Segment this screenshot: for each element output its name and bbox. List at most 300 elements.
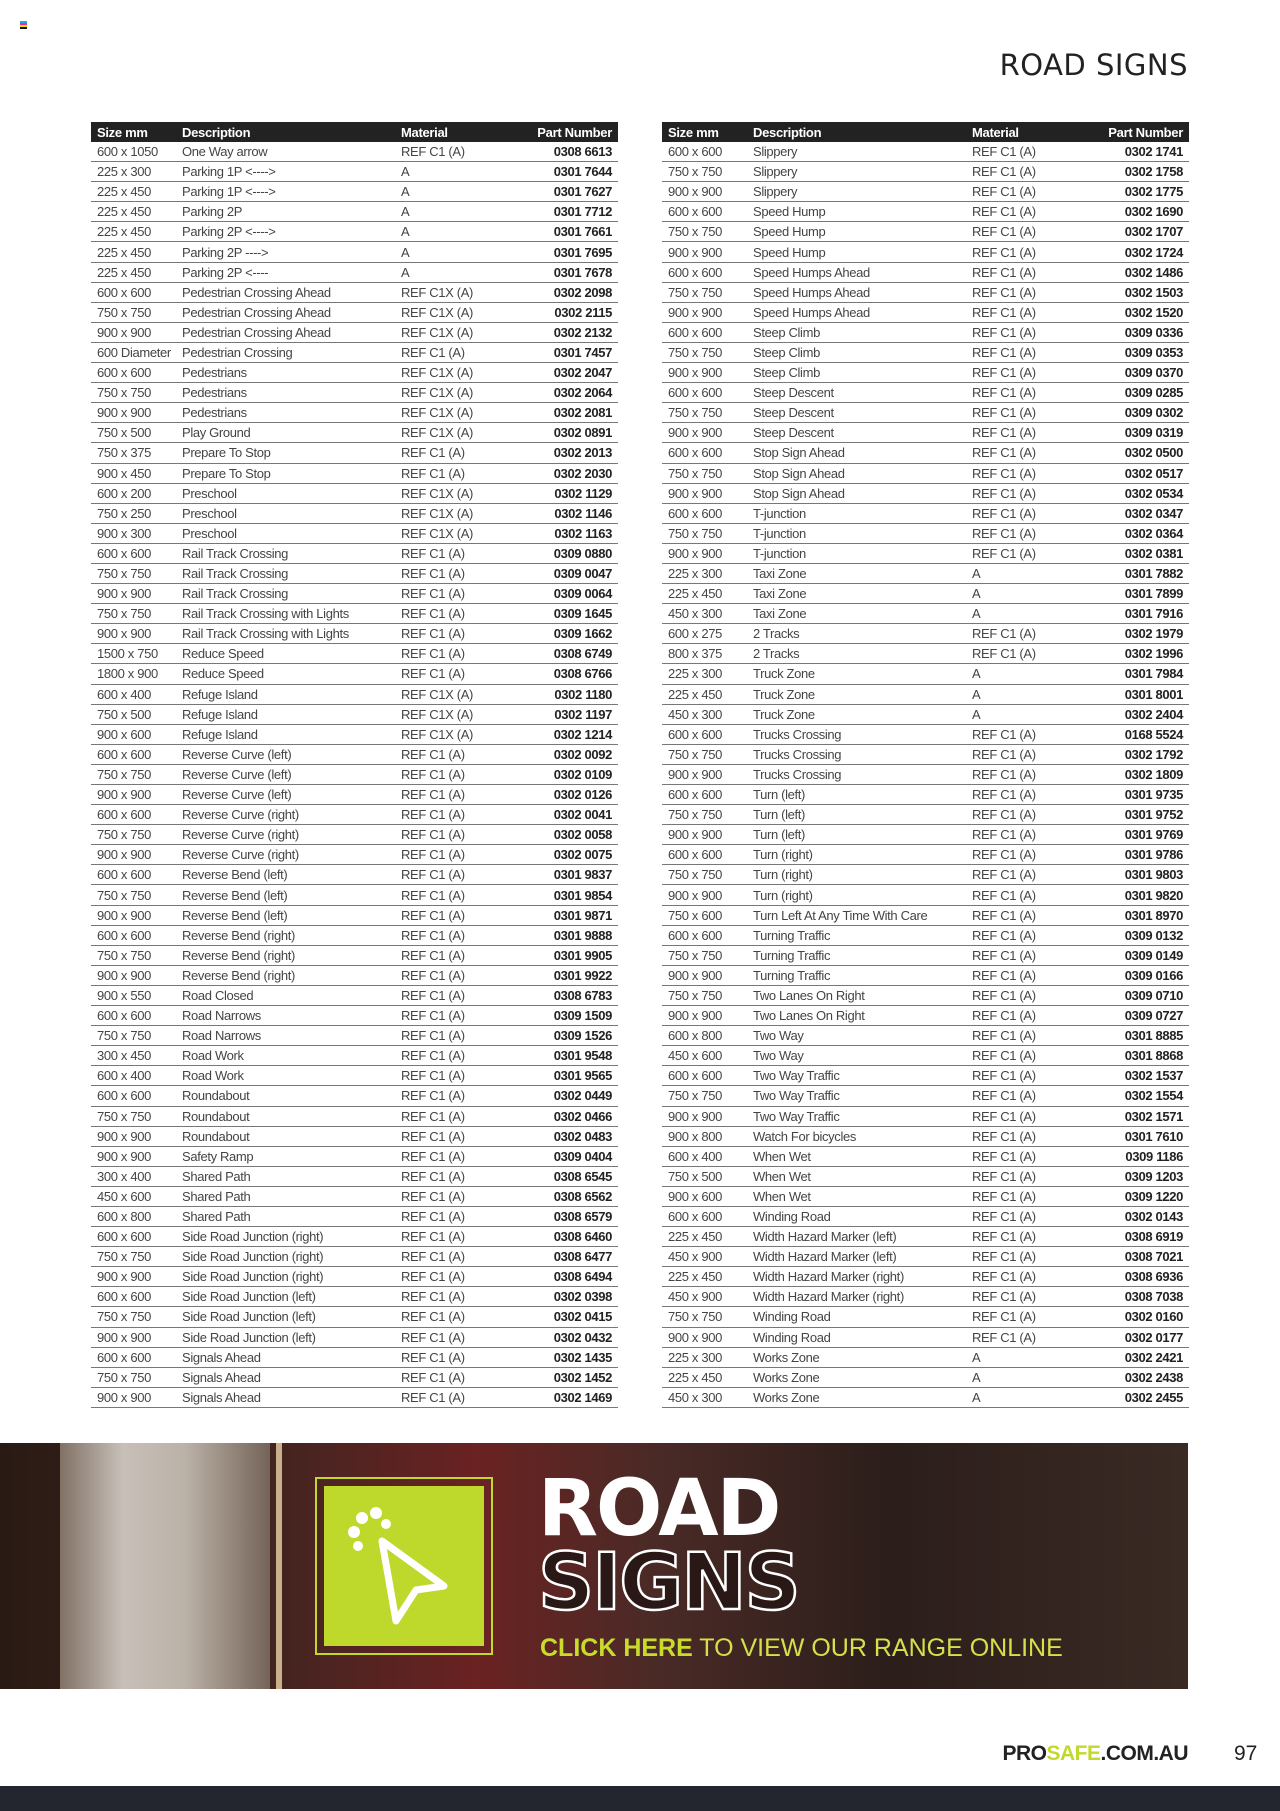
cell-material: REF C1 (A) <box>401 1028 465 1044</box>
cell-part-number: 0301 9803 <box>1124 867 1183 883</box>
cell-size: 900 x 900 <box>97 1329 151 1345</box>
cell-description: Turn Left At Any Time With Care <box>753 907 928 923</box>
cell-size: 750 x 750 <box>668 1309 722 1325</box>
cell-description: Slippery <box>753 184 798 200</box>
cell-material: A <box>401 184 410 200</box>
table-row <box>91 1348 618 1368</box>
table-row <box>91 885 618 905</box>
cell-description: Reverse Bend (left) <box>182 887 288 903</box>
cell-material: REF C1X (A) <box>401 405 473 421</box>
header-description: Description <box>753 124 822 140</box>
cell-description: Refuge Island <box>182 686 258 702</box>
cell-description: Parking 2P <box>182 204 243 220</box>
cell-size: 750 x 750 <box>668 987 722 1003</box>
cell-description: Preschool <box>182 525 237 541</box>
cell-size: 1800 x 900 <box>97 666 158 682</box>
cell-size: 600 x 600 <box>97 1349 151 1365</box>
cell-material: REF C1 (A) <box>972 1048 1036 1064</box>
cell-part-number: 0302 1758 <box>1124 164 1183 180</box>
cell-size: 750 x 750 <box>668 465 722 481</box>
worker-photo <box>60 1443 270 1689</box>
cell-material: A <box>401 264 410 280</box>
cell-material: REF C1 (A) <box>972 746 1036 762</box>
cell-material: REF C1 (A) <box>401 545 465 561</box>
cell-size: 900 x 900 <box>97 1269 151 1285</box>
cell-size: 750 x 500 <box>668 1168 722 1184</box>
cell-size: 750 x 750 <box>97 887 151 903</box>
cell-description: Steep Climb <box>753 324 820 340</box>
cell-part-number: 0309 1203 <box>1124 1168 1183 1184</box>
cell-part-number: 0308 6936 <box>1124 1269 1183 1285</box>
table-row <box>662 383 1189 403</box>
cell-part-number: 0302 1707 <box>1124 224 1183 240</box>
cell-description: Pedestrian Crossing Ahead <box>182 324 331 340</box>
cell-material: REF C1 (A) <box>972 1209 1036 1225</box>
cell-part-number: 0302 1792 <box>1124 746 1183 762</box>
table-row <box>91 805 618 825</box>
table-row <box>91 504 618 524</box>
cell-size: 750 x 250 <box>97 505 151 521</box>
table-row <box>662 1066 1189 1086</box>
cell-material: REF C1 (A) <box>401 807 465 823</box>
cell-part-number: 0309 0302 <box>1124 405 1183 421</box>
cell-material: REF C1 (A) <box>972 1068 1036 1084</box>
cell-size: 600 x 400 <box>668 1148 722 1164</box>
cell-material: REF C1 (A) <box>401 1229 465 1245</box>
cell-description: T-junction <box>753 525 806 541</box>
cell-description: Turn (right) <box>753 847 813 863</box>
cell-part-number: 0301 9565 <box>553 1068 612 1084</box>
table-row <box>91 966 618 986</box>
table-row <box>91 182 618 202</box>
cell-size: 900 x 900 <box>97 1389 151 1405</box>
cell-part-number: 0302 1163 <box>554 525 612 541</box>
cell-part-number: 0302 2047 <box>553 365 612 381</box>
cell-material: REF C1X (A) <box>401 284 473 300</box>
cell-description: T-junction <box>753 545 806 561</box>
cell-description: Pedestrian Crossing Ahead <box>182 304 331 320</box>
cell-size: 600 x 200 <box>97 485 151 501</box>
cell-description: Turn (right) <box>753 867 813 883</box>
cell-material: REF C1 (A) <box>401 626 465 642</box>
cell-description: Pedestrian Crossing <box>182 344 293 360</box>
cell-description: Reverse Curve (right) <box>182 807 299 823</box>
cell-size: 600 x 600 <box>97 1289 151 1305</box>
cell-part-number: 0308 6545 <box>553 1168 612 1184</box>
cell-part-number: 0302 2098 <box>553 284 612 300</box>
table-row <box>662 906 1189 926</box>
cell-material: REF C1 (A) <box>401 344 465 360</box>
cell-description: Reverse Curve (left) <box>182 787 292 803</box>
cell-size: 600 x 600 <box>97 867 151 883</box>
cell-description: Trucks Crossing <box>753 726 842 742</box>
cell-material: REF C1 (A) <box>401 787 465 803</box>
cell-size: 900 x 600 <box>668 1188 722 1204</box>
table-row <box>662 705 1189 725</box>
cell-part-number: 0302 1979 <box>1124 626 1183 642</box>
cell-part-number: 0301 7627 <box>553 184 612 200</box>
table-body <box>662 142 1189 1408</box>
cell-size: 225 x 450 <box>97 224 151 240</box>
cell-part-number: 0302 0041 <box>553 807 612 823</box>
cell-description: Rail Track Crossing with Lights <box>182 606 349 622</box>
cell-size: 450 x 300 <box>668 606 722 622</box>
cell-material: REF C1X (A) <box>401 525 473 541</box>
cell-material: A <box>401 224 410 240</box>
cell-description: Prepare To Stop <box>182 445 271 461</box>
cell-description: Side Road Junction (left) <box>182 1289 316 1305</box>
cell-material: REF C1 (A) <box>972 1289 1036 1305</box>
cell-material: REF C1 (A) <box>972 827 1036 843</box>
table-row <box>91 906 618 926</box>
cell-size: 900 x 900 <box>668 1108 722 1124</box>
cell-material: REF C1 (A) <box>401 1008 465 1024</box>
cell-size: 750 x 750 <box>97 566 151 582</box>
cell-part-number: 0309 0710 <box>1124 987 1183 1003</box>
cell-part-number: 0308 6749 <box>553 646 612 662</box>
cell-material: REF C1 (A) <box>972 324 1036 340</box>
cell-material: REF C1 (A) <box>401 1369 465 1385</box>
cell-description: Turning Traffic <box>753 947 831 963</box>
cell-size: 900 x 550 <box>97 987 151 1003</box>
table-row <box>91 564 618 584</box>
table-row <box>91 705 618 725</box>
website-link[interactable] <box>1002 1742 1188 1766</box>
cell-description: Truck Zone <box>753 706 815 722</box>
cell-size: 750 x 750 <box>668 224 722 240</box>
cell-size: 750 x 750 <box>97 385 151 401</box>
cell-description: Works Zone <box>753 1389 820 1405</box>
cell-description: Roundabout <box>182 1128 250 1144</box>
cell-material: REF C1 (A) <box>401 1108 465 1124</box>
cell-material: REF C1 (A) <box>401 1289 465 1305</box>
cell-part-number: 0302 0177 <box>1124 1329 1183 1345</box>
header-size: Size mm <box>668 124 719 140</box>
cell-size: 450 x 300 <box>668 1389 722 1405</box>
road-signs-table-left <box>91 122 618 1408</box>
cell-part-number: 0309 0132 <box>1124 927 1183 943</box>
header-material: Material <box>401 124 448 140</box>
cell-size: 600 x 600 <box>668 264 722 280</box>
cell-description: Two Lanes On Right <box>753 1008 865 1024</box>
cell-size: 750 x 750 <box>668 746 722 762</box>
cell-part-number: 0309 0880 <box>553 545 612 561</box>
cell-size: 600 x 275 <box>668 626 722 642</box>
cell-size: 750 x 750 <box>668 525 722 541</box>
cell-material: REF C1 (A) <box>972 164 1036 180</box>
cell-description: Road Work <box>182 1068 244 1084</box>
cell-material: REF C1 (A) <box>972 1148 1036 1164</box>
cell-material: REF C1 (A) <box>972 425 1036 441</box>
cell-material: REF C1X (A) <box>401 365 473 381</box>
table-row <box>662 1287 1189 1307</box>
cell-description: Trucks Crossing <box>753 766 842 782</box>
cell-part-number: 0301 9752 <box>1124 807 1183 823</box>
cell-part-number: 0309 1509 <box>553 1008 612 1024</box>
table-row <box>662 885 1189 905</box>
cell-part-number: 0302 1129 <box>554 485 612 501</box>
cell-size: 750 x 750 <box>668 867 722 883</box>
cell-size: 300 x 450 <box>97 1048 151 1064</box>
cell-size: 600 x 800 <box>97 1209 151 1225</box>
table-row <box>91 1167 618 1187</box>
table-row <box>91 1207 618 1227</box>
click-cursor-icon <box>324 1486 484 1646</box>
cell-size: 300 x 400 <box>97 1168 151 1184</box>
cell-part-number: 0301 7678 <box>553 264 612 280</box>
cell-part-number: 0302 1146 <box>554 505 612 521</box>
cell-material: REF C1 (A) <box>972 405 1036 421</box>
cell-size: 900 x 900 <box>97 586 151 602</box>
cell-material: REF C1 (A) <box>972 485 1036 501</box>
cell-size: 900 x 900 <box>97 847 151 863</box>
cell-material: REF C1 (A) <box>972 385 1036 401</box>
table-row <box>662 1127 1189 1147</box>
cell-material: A <box>972 686 981 702</box>
cell-part-number: 0308 7038 <box>1124 1289 1183 1305</box>
cell-size: 600 x 400 <box>97 1068 151 1084</box>
cell-part-number: 0302 1486 <box>1124 264 1183 280</box>
cell-material: REF C1 (A) <box>972 304 1036 320</box>
cell-material: REF C1 (A) <box>972 987 1036 1003</box>
table-row <box>662 664 1189 684</box>
cell-description: Winding Road <box>753 1209 831 1225</box>
cell-description: Speed Hump <box>753 224 826 240</box>
table-row <box>91 423 618 443</box>
table-row <box>662 1107 1189 1127</box>
cell-size: 900 x 900 <box>97 907 151 923</box>
cell-size: 450 x 900 <box>668 1289 722 1305</box>
cell-size: 750 x 750 <box>668 807 722 823</box>
cell-size: 225 x 450 <box>97 264 151 280</box>
cell-size: 750 x 750 <box>668 344 722 360</box>
table-row <box>91 865 618 885</box>
cell-material: REF C1X (A) <box>401 686 473 702</box>
cell-description: Turning Traffic <box>753 927 831 943</box>
cell-description: Stop Sign Ahead <box>753 445 845 461</box>
cell-description: Works Zone <box>753 1349 820 1365</box>
cell-size: 1500 x 750 <box>97 646 158 662</box>
table-row <box>91 1107 618 1127</box>
cell-material: REF C1 (A) <box>972 1008 1036 1024</box>
cell-size: 750 x 750 <box>97 827 151 843</box>
cell-size: 600 Diameter <box>97 344 171 360</box>
cell-part-number: 0308 6766 <box>553 666 612 682</box>
cell-size: 600 x 600 <box>668 847 722 863</box>
cell-part-number: 0309 0336 <box>1124 324 1183 340</box>
cell-part-number: 0302 1571 <box>1124 1108 1183 1124</box>
table-row <box>662 443 1189 463</box>
table-row <box>91 383 618 403</box>
cell-material: REF C1 (A) <box>401 987 465 1003</box>
table-row <box>91 202 618 222</box>
cell-material: REF C1 (A) <box>401 1269 465 1285</box>
cell-description: Parking 1P <----> <box>182 164 276 180</box>
table-row <box>662 946 1189 966</box>
table-row <box>662 464 1189 484</box>
table-row <box>91 443 618 463</box>
cell-size: 600 x 1050 <box>97 144 158 160</box>
cell-size: 450 x 600 <box>97 1188 151 1204</box>
cell-part-number: 0302 0449 <box>553 1088 612 1104</box>
cell-size: 600 x 600 <box>668 927 722 943</box>
cell-part-number: 0302 1554 <box>1124 1088 1183 1104</box>
table-row <box>91 1227 618 1247</box>
cell-part-number: 0302 1724 <box>1124 244 1183 260</box>
cell-description: Shared Path <box>182 1168 251 1184</box>
cell-description: Two Way Traffic <box>753 1088 840 1104</box>
cell-description: Slippery <box>753 144 798 160</box>
cell-material: REF C1 (A) <box>972 264 1036 280</box>
cell-description: Reduce Speed <box>182 646 264 662</box>
cell-part-number: 0302 1180 <box>554 686 612 702</box>
cell-material: REF C1X (A) <box>401 485 473 501</box>
cell-size: 600 x 800 <box>668 1028 722 1044</box>
cell-description: Play Ground <box>182 425 251 441</box>
cell-description: Steep Climb <box>753 365 820 381</box>
cell-part-number: 0302 0058 <box>553 827 612 843</box>
cell-size: 600 x 600 <box>668 787 722 803</box>
table-row <box>91 1086 618 1106</box>
banner-cta[interactable] <box>540 1634 1063 1663</box>
cell-size: 750 x 750 <box>97 1249 151 1265</box>
table-row <box>91 222 618 242</box>
cell-part-number: 0309 1526 <box>553 1028 612 1044</box>
header-material: Material <box>972 124 1019 140</box>
cell-description: Truck Zone <box>753 666 815 682</box>
table-row <box>91 664 618 684</box>
table-row <box>662 343 1189 363</box>
cell-part-number: 0309 1645 <box>553 606 612 622</box>
cell-description: Winding Road <box>753 1309 831 1325</box>
cell-size: 600 x 600 <box>97 927 151 943</box>
cell-material: REF C1 (A) <box>972 525 1036 541</box>
table-row <box>91 624 618 644</box>
cell-description: Refuge Island <box>182 726 258 742</box>
cell-part-number: 0308 6919 <box>1124 1229 1183 1245</box>
cell-part-number: 0302 1452 <box>553 1369 612 1385</box>
cell-part-number: 0302 1435 <box>553 1349 612 1365</box>
cell-material: REF C1X (A) <box>401 706 473 722</box>
cell-material: REF C1 (A) <box>401 887 465 903</box>
cell-description: Steep Climb <box>753 344 820 360</box>
cell-part-number: 0302 0092 <box>553 746 612 762</box>
cell-part-number: 0308 6579 <box>553 1209 612 1225</box>
cell-description: Roundabout <box>182 1108 250 1124</box>
cell-size: 900 x 900 <box>97 324 151 340</box>
cell-description: Side Road Junction (right) <box>182 1269 324 1285</box>
cell-description: Side Road Junction (left) <box>182 1329 316 1345</box>
cell-size: 900 x 900 <box>668 425 722 441</box>
cell-material: REF C1 (A) <box>972 1249 1036 1265</box>
cell-description: Speed Humps Ahead <box>753 304 870 320</box>
cell-part-number: 0309 0319 <box>1124 425 1183 441</box>
cell-description: Trucks Crossing <box>753 746 842 762</box>
cell-part-number: 0302 1197 <box>554 706 612 722</box>
cell-description: Reverse Bend (left) <box>182 907 288 923</box>
cell-material: REF C1 (A) <box>401 827 465 843</box>
cell-material: REF C1 (A) <box>972 726 1036 742</box>
table-row <box>662 1167 1189 1187</box>
cell-part-number: 0302 1214 <box>553 726 612 742</box>
cell-description: Roundabout <box>182 1088 250 1104</box>
table-row <box>91 142 618 162</box>
cell-part-number: 0301 7899 <box>1124 586 1183 602</box>
cell-size: 600 x 600 <box>668 1068 722 1084</box>
cell-part-number: 0308 6562 <box>553 1188 612 1204</box>
cell-size: 600 x 600 <box>668 1209 722 1225</box>
table-row <box>662 685 1189 705</box>
table-row <box>662 504 1189 524</box>
cell-description: 2 Tracks <box>753 626 800 642</box>
cell-material: A <box>972 666 981 682</box>
cell-description: Side Road Junction (right) <box>182 1249 324 1265</box>
cell-description: Speed Hump <box>753 244 826 260</box>
cell-description: Reverse Bend (right) <box>182 927 295 943</box>
cell-description: Turn (right) <box>753 887 813 903</box>
table-row <box>662 865 1189 885</box>
cell-part-number: 0302 2404 <box>1124 706 1183 722</box>
table-row <box>662 986 1189 1006</box>
cell-part-number: 0309 0047 <box>553 566 612 582</box>
cell-material: REF C1 (A) <box>401 1188 465 1204</box>
cell-material: REF C1 (A) <box>972 1329 1036 1345</box>
cell-material: REF C1 (A) <box>401 907 465 923</box>
cell-material: REF C1 (A) <box>972 807 1036 823</box>
cell-part-number: 0302 2064 <box>553 385 612 401</box>
cell-description: Turn (left) <box>753 807 806 823</box>
table-row <box>91 323 618 343</box>
table-row <box>662 584 1189 604</box>
road-signs-promo-banner[interactable] <box>0 1443 1188 1689</box>
table-row <box>91 343 618 363</box>
table-row <box>91 1368 618 1388</box>
cell-part-number: 0301 9769 <box>1124 827 1183 843</box>
cell-description: Signals Ahead <box>182 1389 261 1405</box>
click-here-link[interactable]: CLICK HERE <box>540 1634 693 1662</box>
table-row <box>662 323 1189 343</box>
cell-description: Reverse Bend (right) <box>182 967 295 983</box>
cell-size: 600 x 600 <box>668 385 722 401</box>
cell-size: 900 x 900 <box>97 1128 151 1144</box>
cell-description: Road Closed <box>182 987 254 1003</box>
cell-size: 750 x 750 <box>668 405 722 421</box>
cell-part-number: 0301 9905 <box>553 947 612 963</box>
cell-part-number: 0301 9548 <box>553 1048 612 1064</box>
cell-size: 750 x 750 <box>668 1088 722 1104</box>
cell-part-number: 0309 0285 <box>1124 385 1183 401</box>
cell-part-number: 0301 8868 <box>1124 1048 1183 1064</box>
cell-material: REF C1 (A) <box>972 1108 1036 1124</box>
cell-size: 225 x 450 <box>97 184 151 200</box>
cell-size: 600 x 400 <box>97 686 151 702</box>
table-row <box>91 1187 618 1207</box>
cell-material: REF C1 (A) <box>401 666 465 682</box>
cell-description: Road Narrows <box>182 1028 261 1044</box>
cell-description: When Wet <box>753 1188 811 1204</box>
cell-size: 900 x 600 <box>97 726 151 742</box>
cell-material: REF C1 (A) <box>972 626 1036 642</box>
cell-size: 900 x 900 <box>97 626 151 642</box>
cell-material: A <box>401 164 410 180</box>
table-row <box>91 946 618 966</box>
table-row <box>662 1147 1189 1167</box>
cell-part-number: 0302 0126 <box>553 787 612 803</box>
cell-material: REF C1 (A) <box>972 646 1036 662</box>
table-row <box>662 926 1189 946</box>
banner-title-road: ROAD <box>538 1464 780 1554</box>
cell-size: 225 x 300 <box>668 566 722 582</box>
